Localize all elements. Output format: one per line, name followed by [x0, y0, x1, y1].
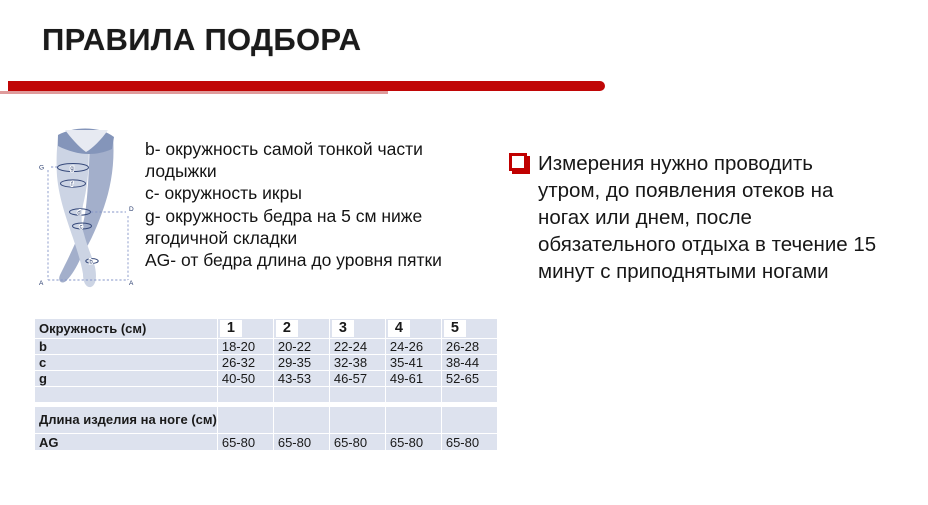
diagram-label-b: b [89, 259, 93, 266]
table-cell: 35-41 [386, 355, 442, 371]
table-cell [442, 407, 498, 434]
diagram-label-A-right: A [129, 280, 134, 287]
table-cell: 40-50 [218, 371, 274, 387]
row-label: g [35, 371, 218, 387]
table-row-empty [35, 387, 498, 403]
note-line: ногах или днем, после [538, 206, 752, 229]
row-label [35, 387, 218, 403]
measurement-line: c- окружность икры [145, 183, 302, 204]
size-column-header: 5 [444, 320, 466, 337]
measurement-line: b- окружность самой тонкой части [145, 139, 423, 159]
table-cell [330, 319, 386, 339]
title-underline-accent [0, 91, 388, 94]
size-column-header: 3 [332, 320, 354, 337]
row-label: Длина изделия на ноге (см) [35, 407, 218, 434]
table-cell [442, 387, 498, 403]
table-cell [386, 387, 442, 403]
note-line: Измерения нужно проводить [538, 152, 813, 175]
table-cell [330, 387, 386, 403]
note-line: утром, до появления отеков на [538, 179, 834, 202]
table-row [35, 339, 498, 355]
table-row [35, 355, 498, 371]
table-cell: 65-80 [218, 434, 274, 451]
note-text [538, 150, 928, 285]
note-line: обязательного отдыха в течение 15 [538, 233, 877, 256]
table-cell: 26-28 [442, 339, 498, 355]
measurement-line: g- окружность бедра на 5 см ниже [145, 205, 423, 226]
table-row [35, 371, 498, 387]
diagram-label-D: D [129, 206, 134, 213]
diagram-label-f: f [71, 182, 73, 188]
legs-measurement-diagram [38, 121, 138, 293]
table-row [35, 434, 498, 451]
measurement-line: ягодичной складки [145, 227, 298, 248]
table-cell [386, 407, 442, 434]
table-cell: 18-20 [218, 339, 274, 355]
size-column-header: 1 [220, 320, 242, 337]
title-underline-bar [8, 81, 605, 91]
table-cell: 29-35 [274, 355, 330, 371]
table-cell: 49-61 [386, 371, 442, 387]
page-title: ПРАВИЛА ПОДБОРА [42, 22, 362, 57]
table-cell: 65-80 [330, 434, 386, 451]
table-cell [386, 319, 442, 339]
table-cell [442, 319, 498, 339]
table-cell: 38-44 [442, 355, 498, 371]
diagram-label-c: c [79, 224, 83, 231]
table-cell [218, 407, 274, 434]
table-cell: 65-80 [386, 434, 442, 451]
size-table [35, 319, 498, 451]
row-label: AG [35, 434, 218, 451]
table-row [35, 407, 498, 434]
table-cell: 46-57 [330, 371, 386, 387]
diagram-label-d: d [77, 210, 81, 217]
row-label: b [35, 339, 218, 355]
diagram-label-A-left: A [39, 280, 44, 287]
table-header-row [35, 319, 498, 339]
table-header-label: Окружность (см) [35, 319, 218, 339]
table-cell: 32-38 [330, 355, 386, 371]
table-cell [330, 407, 386, 434]
table-cell: 65-80 [442, 434, 498, 451]
table-cell [274, 319, 330, 339]
table-cell: 65-80 [274, 434, 330, 451]
measurement-definitions [145, 138, 442, 271]
table-cell: 22-24 [330, 339, 386, 355]
table-cell: 24-26 [386, 339, 442, 355]
table-cell [218, 387, 274, 403]
size-column-header: 2 [276, 320, 298, 337]
measurement-note [509, 150, 928, 285]
size-column-header: 4 [388, 320, 410, 337]
table-cell: 52-65 [442, 371, 498, 387]
checkbox-bullet-icon [509, 153, 527, 171]
diagram-label-g: g [70, 166, 74, 172]
note-line: минут с приподнятыми ногами [538, 260, 829, 283]
measurement-line: AG- от бедра длина до уровня пятки [145, 250, 442, 271]
table-cell [274, 387, 330, 403]
table-cell: 43-53 [274, 371, 330, 387]
row-label: c [35, 355, 218, 371]
table-cell [274, 407, 330, 434]
table-cell [218, 319, 274, 339]
table-cell: 26-32 [218, 355, 274, 371]
table-cell: 20-22 [274, 339, 330, 355]
measurement-line: лодыжки [145, 161, 217, 182]
diagram-label-G: G [39, 164, 45, 172]
